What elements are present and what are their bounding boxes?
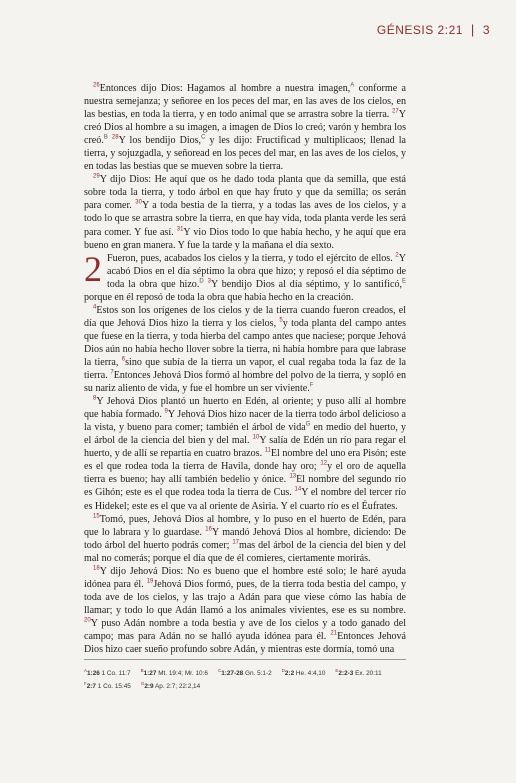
verse-number: 5 bbox=[279, 317, 283, 324]
footnote-text: Ex. 20:11 bbox=[353, 670, 382, 678]
verse-number: 30 bbox=[135, 200, 142, 207]
verse-text: Entonces Jehová Dios hizo caer sueño profundo sobre Adán, y mientras este dormía, tomó una bbox=[84, 630, 406, 656]
footnote-marker[interactable]: D bbox=[199, 278, 204, 285]
verse-text: Y puso Adán nombre a toda bestia y ave de los cielos y a todo ganado del campo; mas para Adán no se halló ayuda idónea para él. bbox=[84, 617, 406, 642]
verse-number: 6 bbox=[121, 356, 126, 363]
verse-number: 29 bbox=[93, 173, 100, 180]
footnote bbox=[282, 666, 326, 679]
footnote-letter: E bbox=[335, 668, 339, 673]
verse-number: 2 bbox=[395, 252, 399, 259]
header-separator: | bbox=[470, 22, 475, 37]
verse-text: Y salía de Edén un río para regar el huerto, y de allí se repartía en cuatro brazos. bbox=[84, 435, 406, 460]
paragraph bbox=[84, 173, 406, 251]
verse-text: Y bendijo Dios al día séptimo, y lo santificó, bbox=[210, 278, 402, 290]
paragraph bbox=[84, 565, 406, 656]
footnote-text: 1 Co. 15:45 bbox=[96, 683, 131, 691]
footnote-letter: C bbox=[217, 668, 222, 673]
verse-text: en medio del huerto, y el árbol de la ciencia del bien y del mal. bbox=[84, 422, 406, 447]
verse-text: y les dijo: Fructificad y multiplicaos; llenad la tierra, y sojuzgadla, y señoread en los peces del mar, en las aves de los cielos, y en todas las bestias que se mueven sobre la tierra. bbox=[84, 135, 406, 173]
verse-number: 14 bbox=[294, 487, 302, 494]
verse-text: Y dijo Dios: He aquí que os he dado toda planta que da semilla, que está sobre toda la tierra, y todo árbol en que hay fruto y que da semilla; os serán para comer. bbox=[84, 174, 406, 212]
footnote bbox=[218, 666, 272, 679]
verse-text: mas del árbol de la ciencia del bien y del mal no comerás; porque el día que de él comieres, ciertamente morirás. bbox=[84, 539, 406, 564]
verse-text: Y a toda bestia de la tierra, y a todas las aves de los cielos, y a todo lo que se arrastra sobre la tierra, en que hay vida, toda planta verde les será para comer. Y fue así. bbox=[84, 200, 406, 238]
verse-text: y el oro de aquella tierra es bueno; hay allí también bedelio y ónice. bbox=[84, 461, 406, 486]
verse-number: 28 bbox=[111, 134, 119, 141]
footnote-ref: 2:2 bbox=[284, 670, 295, 678]
verse-number: 9 bbox=[164, 408, 168, 415]
footnote-divider bbox=[84, 659, 406, 660]
verse-number: 26 bbox=[93, 82, 100, 89]
verse-text: Y los bendijo Dios, bbox=[118, 135, 202, 147]
paragraph bbox=[84, 82, 406, 173]
verse-text: Y creó Dios al hombre a su imagen, a imagen de Dios lo creó; varón y hembra los creó. bbox=[84, 109, 406, 147]
verse-number: 4 bbox=[93, 304, 97, 311]
verse-number: 7 bbox=[110, 369, 114, 376]
footnote bbox=[335, 666, 381, 679]
footnote-text: Mt. 19:4; Mr. 10:6 bbox=[156, 670, 208, 678]
verse-text: sino que subía de la tierra un vapor, el cual regaba toda la faz de la tierra. bbox=[84, 356, 406, 382]
footnote-row bbox=[84, 666, 414, 679]
footnote-letter: F bbox=[84, 681, 87, 687]
verse-text: Y mandó Jehová Dios al hombre, diciendo: De todo árbol del huerto podrás comer; bbox=[84, 526, 406, 551]
verse-text: Y vio Dios todo lo que había hecho, y he aquí que era bueno en gran manera. Y fue la tarde y la mañana el día sexto. bbox=[84, 226, 407, 251]
verse-text: Y Jehová Dios plantó un huerto en Edén, al oriente; y puso allí al hombre que había formado. bbox=[84, 396, 406, 421]
chapter-number: 2 bbox=[84, 248, 102, 289]
verse-text: Entonces dijo Dios: Hagamos al hombre a nuestra imagen, bbox=[99, 83, 351, 94]
page-header bbox=[377, 22, 490, 37]
paragraph bbox=[84, 248, 406, 304]
verse-number: 10 bbox=[252, 434, 260, 441]
verse-text: y toda planta del campo antes que fuese en la tierra, y toda hierba del campo antes que naciese; porque Jehová Dios aún no había hecho llover sobre la tierra, ni había hombre para que labrase la tierra, bbox=[84, 317, 406, 368]
verse-text: conforme a nuestra semejanza; y señoree en los peces del mar, en las aves de los cielos, en las bestias, en toda la tierra, y en todo animal que se arrastra sobre la tierra. bbox=[84, 83, 406, 121]
verse-number: 16 bbox=[205, 526, 212, 533]
footnote-ref: 1:27-28 bbox=[221, 670, 244, 678]
paragraph bbox=[84, 395, 406, 512]
verse-number: 13 bbox=[289, 474, 297, 481]
scripture-text bbox=[84, 82, 406, 656]
verse-number: 20 bbox=[84, 617, 91, 624]
footnote-row bbox=[84, 679, 414, 692]
book-reference: GÉNESIS 2:21 bbox=[376, 22, 463, 37]
footnote bbox=[84, 679, 131, 692]
verse-text: Tomó, pues, Jehová Dios al hombre, y lo puso en el huerto de Edén, para que lo labrara y lo guardase. bbox=[84, 513, 406, 538]
footnote-marker[interactable]: A bbox=[350, 82, 355, 89]
verse-text: Y Jehová Dios hizo nacer de la tierra todo árbol delicioso a la vista, y bueno para comer; también el árbol de vida bbox=[84, 409, 406, 434]
verse-text: Y dijo Jehová Dios: No es bueno que el hombre esté solo; le haré ayuda idónea para él. bbox=[84, 565, 406, 590]
footnote-marker[interactable]: E bbox=[401, 278, 406, 285]
footnote-letter: B bbox=[140, 668, 144, 673]
footnote-marker[interactable]: G bbox=[305, 421, 311, 428]
footnote-marker[interactable]: F bbox=[309, 382, 314, 389]
verse-text: Entonces Jehová Dios formó al hombre del polvo de la tierra, y sopló en su nariz aliento de vida, y fue el hombre un ser viviente. bbox=[84, 370, 406, 395]
verse-number: 31 bbox=[176, 226, 184, 233]
footnote-ref: 2:9 bbox=[144, 683, 154, 691]
verse-number: 3 bbox=[207, 278, 211, 285]
footnote-letter: D bbox=[281, 668, 285, 673]
footnote bbox=[141, 679, 200, 692]
footnote-ref: 1:26 bbox=[87, 670, 100, 678]
footnote-text: He. 4:4,10 bbox=[294, 670, 326, 678]
verse-text: Fueron, pues, acabados los cielos y la tierra, y todo el ejército de ellos. bbox=[107, 252, 396, 264]
footnote-ref: 1:27 bbox=[143, 670, 157, 678]
verse-text: porque en él reposó de toda la obra que había hecho en la creación. bbox=[84, 291, 354, 303]
verse-text: Estos son los orígenes de los cielos y de la tierra cuando fueron creados, el día que Jehová Dios hizo la tierra y los cielos, bbox=[84, 304, 406, 329]
footnote-text: Gn. 5:1-2 bbox=[243, 670, 272, 678]
footnote-ref: 2:7 bbox=[86, 683, 96, 691]
footnote bbox=[84, 666, 131, 679]
verse-text: El nombre del segundo río es Gihón; este es el que rodea toda la tierra de Cus. bbox=[84, 474, 407, 499]
verse-number: 18 bbox=[93, 565, 100, 572]
footnote-marker[interactable]: B bbox=[103, 134, 108, 141]
footnote-letter: G bbox=[140, 681, 145, 687]
verse-number: 21 bbox=[330, 630, 338, 637]
paragraph bbox=[84, 513, 406, 565]
footnote-marker[interactable]: C bbox=[201, 134, 206, 141]
footnote-ref: 2:2-3 bbox=[338, 670, 354, 678]
paragraph bbox=[84, 304, 406, 395]
verse-number: 17 bbox=[232, 539, 240, 546]
verse-number: 11 bbox=[264, 447, 271, 454]
verse-number: 8 bbox=[93, 395, 97, 402]
verse-text: El nombre del uno era Pisón; este es el que rodea toda la tierra de Havila, donde hay oro; bbox=[84, 448, 406, 473]
verse-number: 19 bbox=[146, 578, 154, 585]
verse-text: Y el nombre del tercer río es Hidekel; este es el que va al oriente de Asiria. Y el cuarto río es el Éufrates. bbox=[84, 487, 406, 512]
cross-references bbox=[84, 666, 414, 692]
verse-number: 15 bbox=[93, 513, 100, 520]
page-number: 3 bbox=[482, 22, 490, 37]
verse-number: 12 bbox=[320, 461, 328, 468]
footnote-text: 1 Co. 11:7 bbox=[99, 670, 131, 678]
footnote-letter: A bbox=[84, 668, 88, 673]
verse-text: Y acabó Dios en el día séptimo la obra que hizo; y reposó el día séptimo de toda la obra que hizo. bbox=[107, 252, 406, 290]
footnote-text: Ap. 2:7; 22:2,14 bbox=[153, 683, 201, 691]
verse-text: Jehová Dios formó, pues, de la tierra toda bestia del campo, y toda ave de los cielos, y las trajo a Adán para que viese cómo las había de llamar; y todo lo que Adán llamó a los animales vivientes, ese es su nombre. bbox=[84, 578, 407, 616]
verse-number: 27 bbox=[392, 108, 399, 115]
footnote bbox=[141, 666, 208, 679]
